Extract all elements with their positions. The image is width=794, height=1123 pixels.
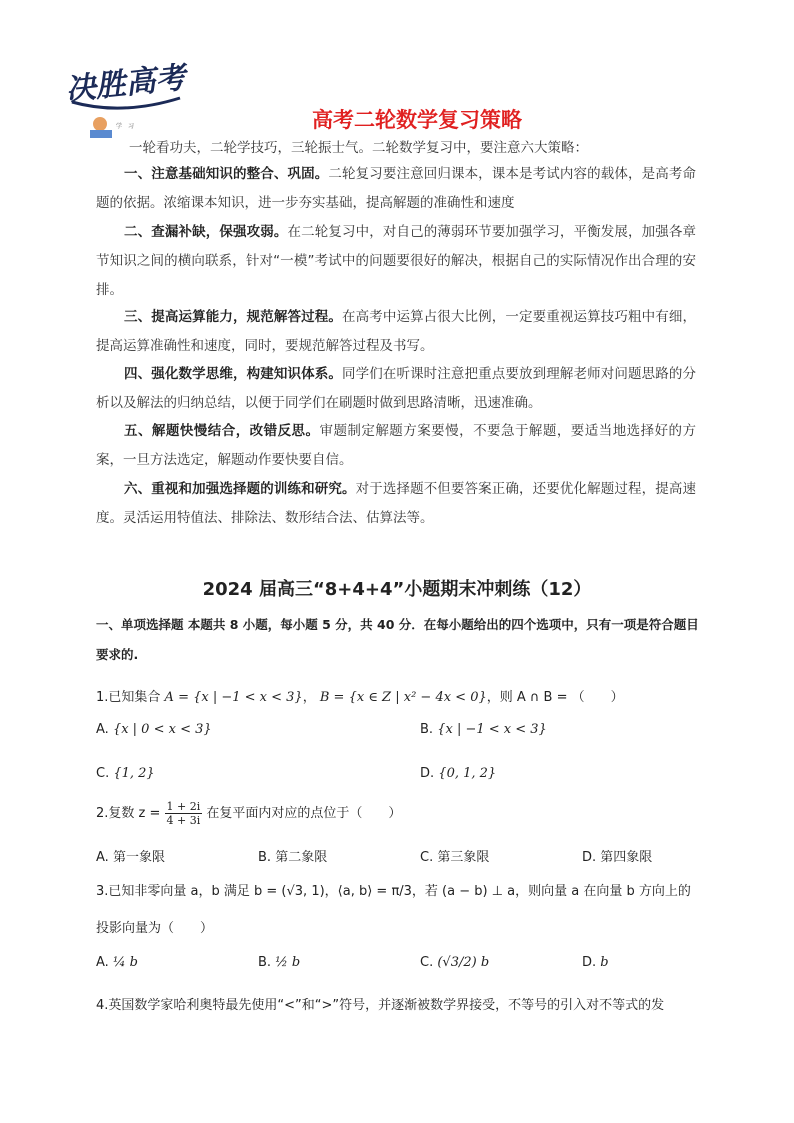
strategy-1 (96, 160, 696, 218)
q1-option-d[interactable] (420, 766, 496, 781)
option-label: B. (258, 850, 272, 865)
option-value: 第二象限 (275, 850, 328, 865)
strategy-5-heading: 五、解题快慢结合，改错反思。 (124, 423, 320, 439)
strategy-5 (96, 417, 696, 475)
q3-option-b[interactable] (258, 955, 300, 970)
option-label: C. (420, 850, 434, 865)
q2-numerator: 1 + 2i (166, 800, 201, 813)
q2-fraction (165, 800, 203, 827)
option-label: D. (582, 850, 597, 865)
option-value: {1, 2} (113, 766, 155, 781)
q1-set-a: A = {x | −1 < x < 3} (164, 690, 303, 705)
q1-option-b[interactable] (420, 722, 547, 737)
option-label: A. (96, 850, 109, 865)
option-value: 第三象限 (437, 850, 490, 865)
strategy-2-heading: 二、查漏补缺，保强攻弱。 (124, 224, 288, 240)
question-2 (96, 800, 401, 827)
option-label: D. (582, 955, 597, 970)
q2-option-c[interactable] (420, 846, 489, 865)
strategy-4-heading: 四、强化数学思维，构建知识体系。 (124, 366, 342, 382)
option-label: C. (96, 766, 110, 781)
option-label: B. (420, 722, 434, 737)
option-label: B. (258, 955, 272, 970)
strategy-4 (96, 360, 696, 418)
option-value: b (600, 955, 609, 970)
q1-tail: ，则 A ∩ B = （ ） (486, 690, 624, 705)
q2-tail: 在复平面内对应的点位于（ ） (206, 806, 402, 821)
question-3-line-1: 3.已知非零向量 a，b 满足 b = (√3, 1)，⟨a, b⟩ = π/3，若 (a − b) ⊥ a，则向量 a 在向量 b 方向上的 (96, 884, 691, 899)
strategy-5-body: 审题制定解题方案要慢，不要急于解题，要适当地选择好的方案，一旦方法选定，解题动作要快要自信。 (96, 423, 697, 468)
q1-set-b: B = {x ∈ Z | x² − 4x < 0} (319, 690, 487, 705)
option-label: C. (420, 955, 434, 970)
svg-text:决胜高考: 决胜高考 (64, 60, 188, 108)
option-value: {x | 0 < x < 3} (112, 722, 212, 737)
section-title: 2024 届高三“8+4+4”小题期末冲刺练（12） (202, 579, 592, 600)
q2-denominator: 4 + 3i (166, 814, 201, 827)
q3-option-d[interactable] (582, 955, 609, 970)
intro-text: 一轮看功夫，二轮学技巧，三轮振士气。二轮数学复习中，要注意六大策略： (129, 140, 588, 156)
q1-option-a[interactable] (96, 722, 212, 737)
option-value: ¼ b (112, 955, 138, 970)
option-value: 第四象限 (600, 850, 653, 865)
strategy-3-body: 在高考中运算占很大比例，一定要重视运算技巧粗中有细，提高运算准确性和速度，同时，要规范解答过程及书写。 (96, 309, 697, 354)
strategy-1-body: 二轮复习要注意回归课本，课本是考试内容的载体，是高考命题的依据。浓缩课本知识，进一步夯实基础，提高解题的准确性和速度 (96, 166, 697, 211)
q3-option-c[interactable] (420, 955, 489, 970)
option-value: 第一象限 (112, 850, 165, 865)
option-value: {x | −1 < x < 3} (437, 722, 547, 737)
question-3-line-2: 投影向量为（ ） (96, 921, 214, 936)
document-title: 高考二轮数学复习策略 (312, 108, 522, 132)
q1-option-c[interactable] (96, 766, 155, 781)
strategy-6-heading: 六、重视和加强选择题的训练和研究。 (124, 481, 356, 497)
option-value: (√3/2) b (437, 955, 490, 970)
option-label: A. (96, 722, 109, 737)
strategy-3-heading: 三、提高运算能力，规范解答过程。 (124, 309, 342, 325)
svg-text:学 习: 学 习 (116, 123, 135, 130)
option-label: D. (420, 766, 435, 781)
strategy-2 (96, 218, 696, 305)
strategy-6-body: 对于选择题不但要答案正确，还要优化解题过程，提高速度。灵活运用特值法、排除法、数形结合法、估算法等。 (96, 481, 697, 526)
strategy-3 (96, 303, 696, 361)
q2-option-b[interactable] (258, 846, 327, 865)
q3-option-a[interactable] (96, 955, 138, 970)
q2-option-d[interactable] (582, 846, 652, 865)
section-instructions: 一、单项选择题 本题共 8 小题，每小题 5 分，共 40 分．在每小题给出的四个选项中，只有一项是符合题目要求的. (96, 617, 699, 662)
q1-separator: ， (302, 690, 316, 705)
option-label: A. (96, 955, 109, 970)
strategy-6 (96, 475, 696, 533)
strategy-4-body: 同学们在听课时注意把重点要放到理解老师对问题思路的分析以及解法的归纳总结，以便于同学们在刷题时做到思路清晰，迅速准确。 (96, 366, 697, 411)
option-value: {0, 1, 2} (438, 766, 497, 781)
strategy-1-heading: 一、注意基础知识的整合、巩固。 (124, 166, 329, 182)
question-4-line-1: 4.英国数学家哈利奥特最先使用“<”和“>”符号，并逐渐被数学界接受，不等号的引入对不等式的发 (96, 998, 665, 1013)
q1-prefix: 1.已知集合 (96, 690, 161, 705)
option-value: ½ b (275, 955, 301, 970)
q2-prefix: 2.复数 z = (96, 806, 161, 821)
strategy-2-body: 在二轮复习中，对自己的薄弱环节要加强学习，平衡发展，加强各章节知识之间的横向联系，针对“一模”考试中的问题要很好的解决，根据自己的实际情况作出合理的安排。 (96, 224, 697, 298)
question-1 (96, 686, 624, 705)
q2-option-a[interactable] (96, 846, 165, 865)
